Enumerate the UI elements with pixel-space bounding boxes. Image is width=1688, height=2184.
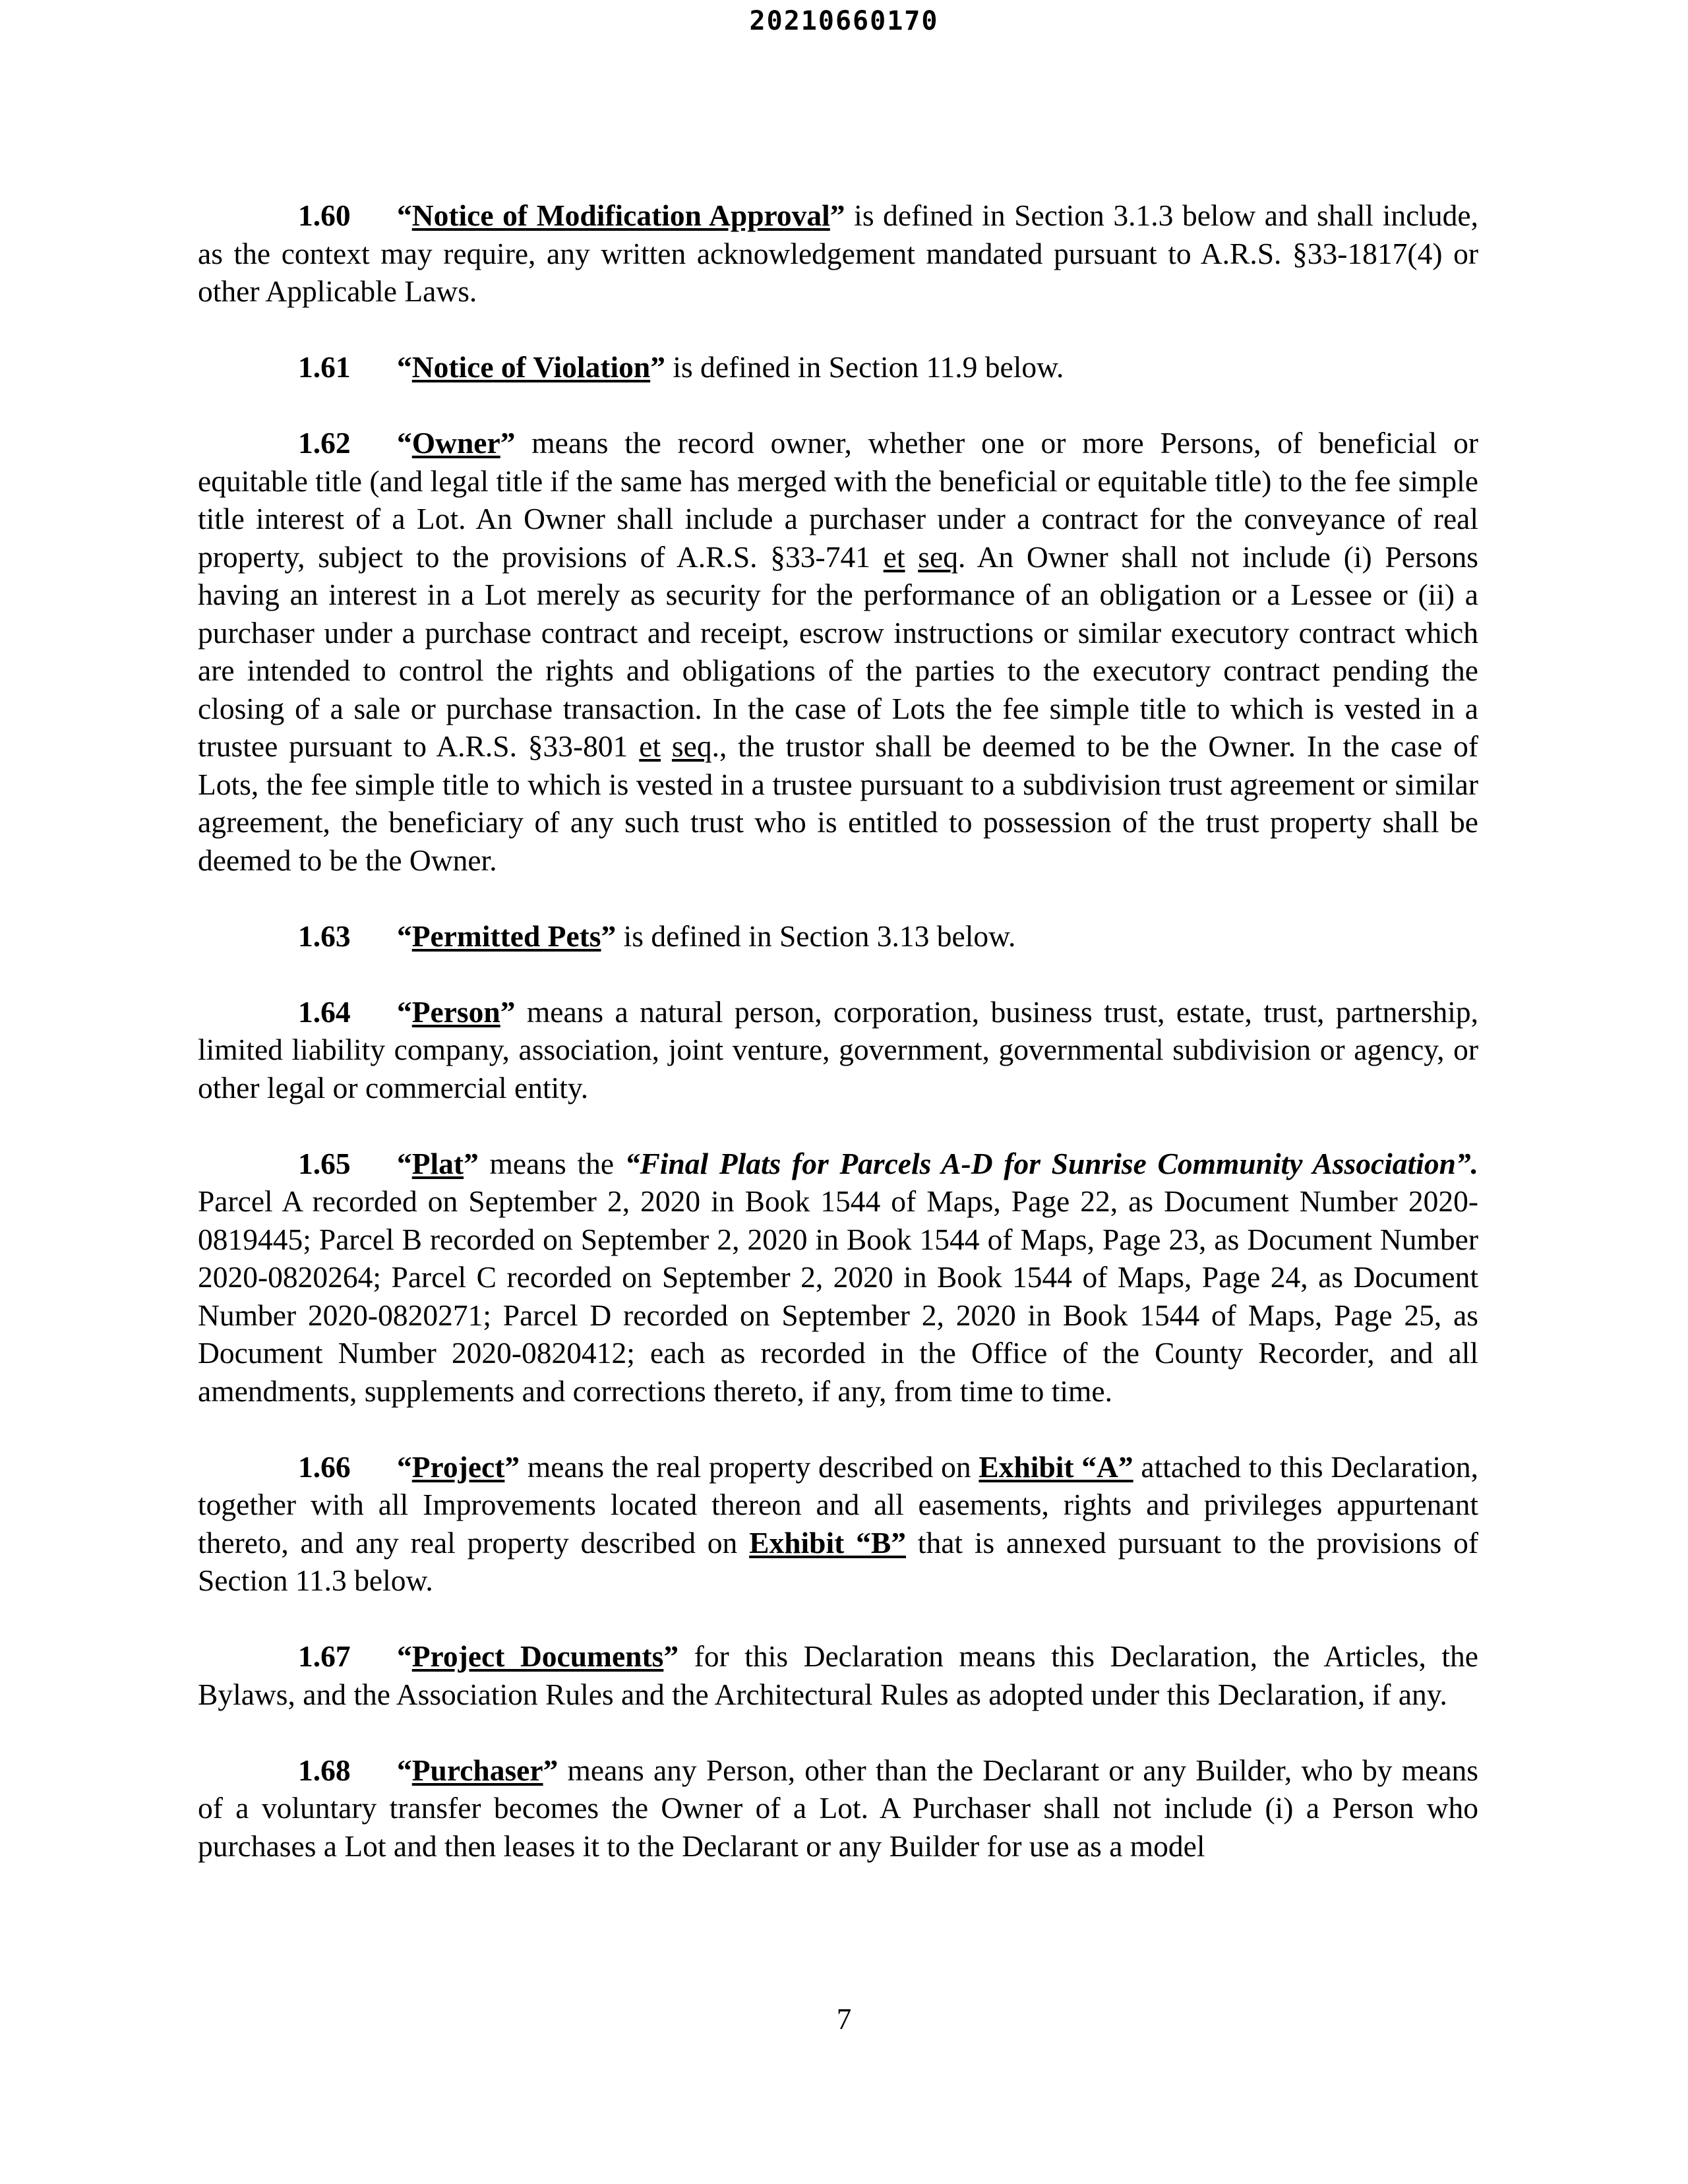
section-text: means any Person, other than the Declarant or any Builder, who by means of a voluntary transfer becomes the Owner of a Lot. A Purchaser shall not include (i) a Person who purchases a Lot and then leases it to the Declarant or any Builder for use as a model <box>198 1753 1478 1863</box>
defined-term: “Project” <box>397 1449 520 1484</box>
section-1-63 <box>198 917 1478 956</box>
section-text: for this Declaration means this Declaration, the Articles, the Bylaws, and the Association Rules and the Architectural Rules as adopted under this Declaration, if any. <box>198 1639 1478 1711</box>
section-text: means the real property described on <box>520 1449 979 1484</box>
defined-term: “Permitted Pets” <box>397 919 617 953</box>
section-text: is defined in Section 3.13 below. <box>616 919 1016 953</box>
section-text: means the record owner, whether one or more Persons, of beneficial or equitable title (and legal title if the same has merged with the beneficial or equitable title) to the fee simple title interest of a Lot. An Owner shall include a purchaser under a contract for the conveyance of real property, subject to the provisions of A.R.S. §33-741 <box>198 426 1478 574</box>
section-text: ., the trustor shall be deemed to be the Owner. In the case of Lots, the fee simple title to which is vested in a trustee pursuant to a subdivision trust agreement or similar agreement, the beneficiary of any such trust who is entitled to possession of the trust property shall be deemed to be the Owner. <box>198 729 1478 877</box>
section-number: 1.60 <box>298 198 351 232</box>
section-number: 1.61 <box>298 350 351 384</box>
section-text: means the <box>478 1146 625 1180</box>
section-text: that is annexed pursuant to the provisions of Section 11.3 below. <box>198 1525 1479 1597</box>
recording-number: 20210660170 <box>749 6 939 36</box>
section-text: Parcel A recorded on September 2, 2020 in Book 1544 of Maps, Page 22, as Document Number 2020-0819445; Parcel B recorded on September 2, 2020 in Book 1544 of Maps, Page 23, as Document Number 2020-0820264; Parcel C recorded on September 2, 2020 in Book 1544 of Maps, Page 24, as Document Number 2020-0820271; Parcel D recorded on September 2, 2020 in Book 1544 of Maps, Page 25, as Document Number 2020-0820412; each as recorded in the Office of the County Recorder, and all amendments, supplements and corrections thereto, if any, from time to time. <box>198 1184 1478 1408</box>
exhibit-a-reference: Exhibit “A” <box>979 1449 1133 1484</box>
section-1-68 <box>198 1751 1478 1866</box>
section-number: 1.63 <box>298 919 351 953</box>
section-number: 1.67 <box>298 1639 351 1673</box>
section-1-61 <box>198 348 1478 386</box>
section-text: is defined in Section 3.1.3 below and shall include, as the context may require, any written acknowledgement mandated pursuant to A.R.S. §33-1817(4) or other Applicable Laws. <box>198 198 1478 308</box>
et-seq-abbrev: et <box>639 729 661 763</box>
defined-term: “Person” <box>397 994 516 1029</box>
defined-term: “Plat” <box>397 1146 479 1180</box>
section-1-66 <box>198 1448 1478 1600</box>
section-1-64 <box>198 993 1478 1107</box>
section-text: means a natural person, corporation, business trust, estate, trust, partnership, limited liability company, association, joint venture, government, governmental subdivision or agency, or other legal or commercial entity. <box>198 994 1478 1105</box>
section-number: 1.62 <box>298 426 351 460</box>
et-seq-abbrev: seq <box>918 539 958 574</box>
page-number: 7 <box>836 2003 852 2036</box>
defined-term: “Owner” <box>397 426 516 460</box>
section-number: 1.65 <box>298 1146 351 1180</box>
defined-term: “Notice of Violation” <box>397 350 665 384</box>
defined-term: “Project Documents” <box>397 1639 679 1673</box>
section-text: . An Owner shall not include (i) Persons having an interest in a Lot merely as security for the performance of an obligation or a Lessee or (ii) a purchaser under a purchase contract and receipt, escrow instructions or similar executory contract which are intended to control the rights and obligations of the parties to the executory contract pending the closing of a sale or purchase transaction. In the case of Lots the fee simple title to which is vested in a trustee pursuant to A.R.S. §33-801 <box>198 539 1478 763</box>
section-1-67 <box>198 1637 1478 1713</box>
section-text: attached to this Declaration, together with all Improvements located thereon and all easements, rights and privileges appurtenant thereto, and any real property described on <box>198 1449 1478 1560</box>
plat-title: “Final Plats for Parcels A-D for Sunrise Community Association”. <box>624 1146 1479 1180</box>
section-text: is defined in Section 11.9 below. <box>665 350 1064 384</box>
et-seq-abbrev: et <box>883 539 905 574</box>
section-number: 1.64 <box>298 994 351 1029</box>
defined-term: “Purchaser” <box>397 1753 558 1787</box>
defined-term: “Notice of Modification Approval” <box>397 198 845 232</box>
section-1-65 <box>198 1145 1478 1410</box>
et-seq-abbrev: seq <box>671 729 712 763</box>
section-1-62 <box>198 424 1478 879</box>
exhibit-b-reference: Exhibit “B” <box>749 1525 906 1560</box>
section-1-60 <box>198 197 1478 311</box>
section-number: 1.68 <box>298 1753 351 1787</box>
document-body <box>198 197 1478 1903</box>
section-number: 1.66 <box>298 1449 351 1484</box>
